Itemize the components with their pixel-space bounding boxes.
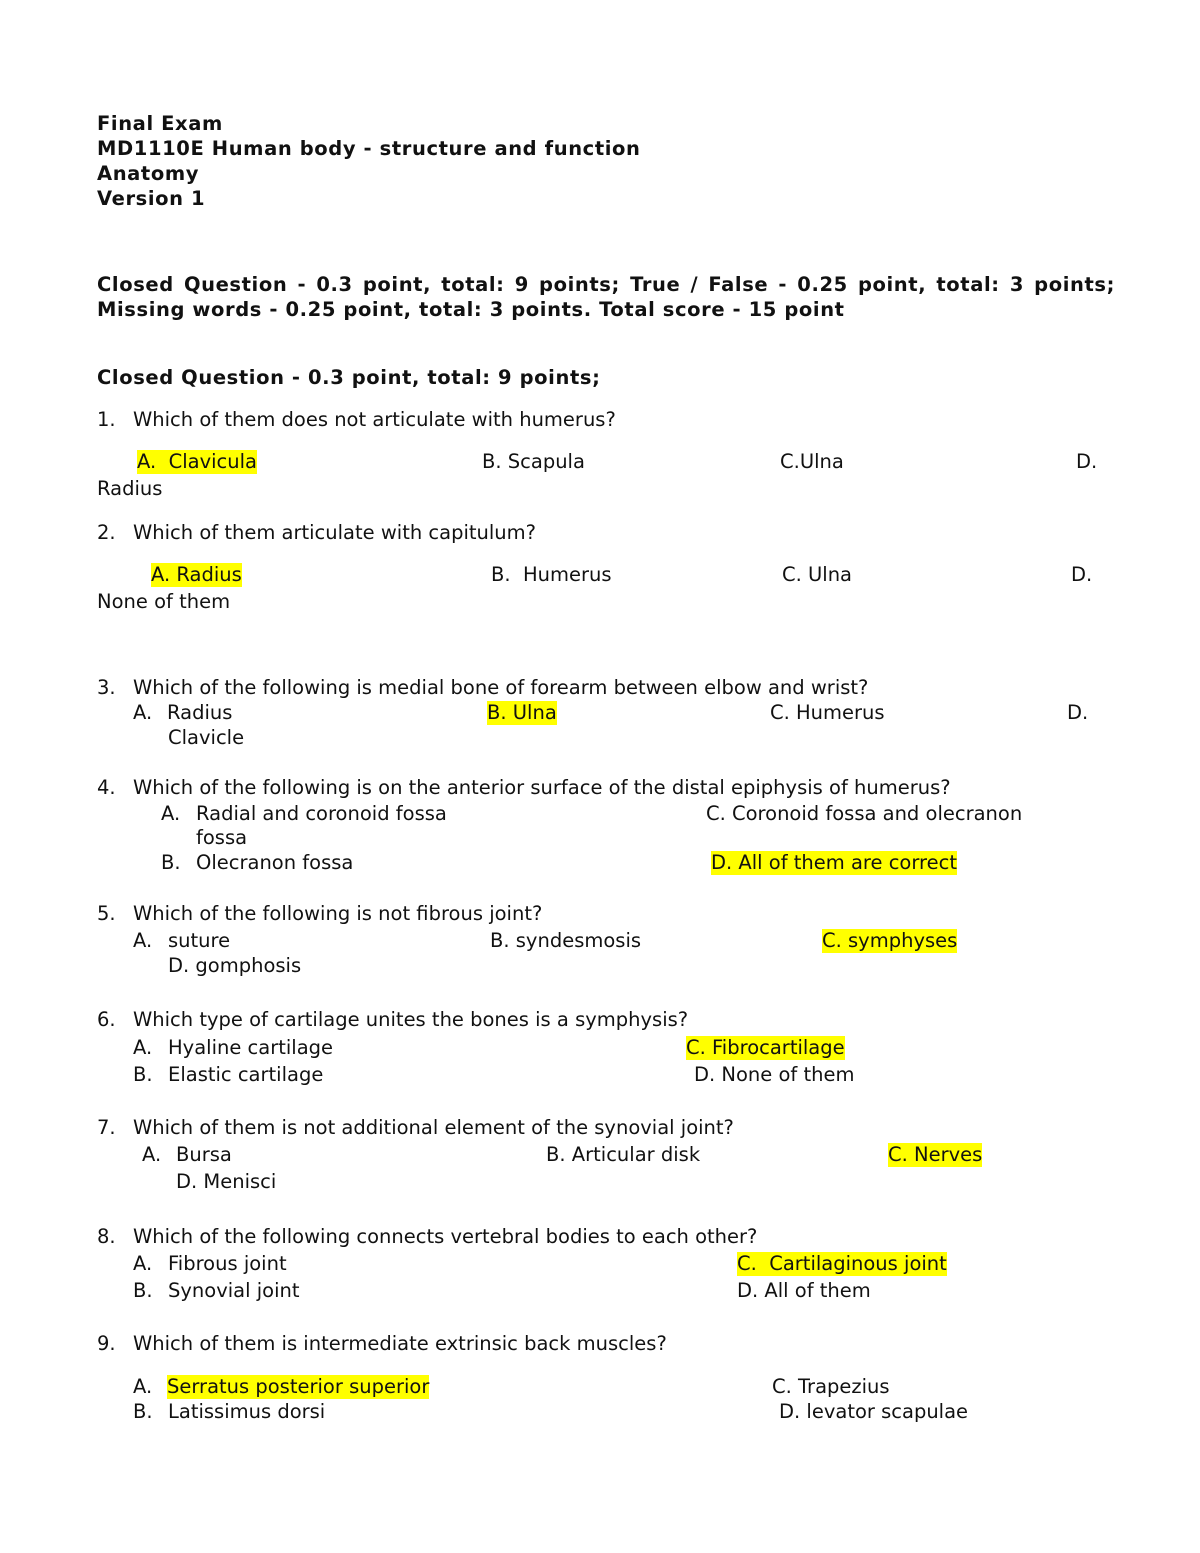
option-a: Bursa [176, 1143, 232, 1166]
question-text: Which of them is not additional element of the synovial joint? [133, 1116, 734, 1139]
option-c: C.Ulna [780, 450, 844, 473]
option-a: Radial and coronoid fossa [196, 802, 447, 825]
option-a-label: A. [133, 1252, 153, 1275]
option-c-continued: fossa [196, 826, 248, 849]
section-heading: Closed Question - 0.3 point, total: 9 points; [97, 366, 601, 389]
option-a-label: A. [133, 929, 153, 952]
question-number: 9. [97, 1332, 116, 1355]
option-b: B. Scapula [482, 450, 585, 473]
option-c-correct: C. Fibrocartilage [686, 1036, 845, 1059]
option-d: D. Menisci [176, 1170, 277, 1193]
scoring-info: Closed Question - 0.3 point, total: 9 points; True / False - 0.25 point, total: 3 points; Missing words - 0.25 point, total: 3 points. Total score - 15 point [97, 273, 1115, 321]
option-c: C. Trapezius [772, 1375, 890, 1398]
question-text: Which of the following connects vertebral bodies to each other? [133, 1225, 758, 1248]
question-text: Which of the following is not fibrous joint? [133, 902, 543, 925]
option-b: B. syndesmosis [490, 929, 642, 952]
question-text: Which of them articulate with capitulum? [133, 521, 537, 544]
question-text: Which of them does not articulate with humerus? [133, 408, 616, 431]
question-number: 7. [97, 1116, 116, 1139]
option-c-correct: C. Nerves [888, 1143, 983, 1166]
option-a: Fibrous joint [168, 1252, 287, 1275]
option-b-label: B. [161, 851, 181, 874]
question-number: 8. [97, 1225, 116, 1248]
question-text: Which of the following is medial bone of forearm between elbow and wrist? [133, 676, 869, 699]
option-b: B. Humerus [491, 563, 612, 586]
option-b: Latissimus dorsi [168, 1400, 326, 1423]
option-a-correct: A. Clavicula [137, 450, 257, 473]
option-d: D. None of them [694, 1063, 855, 1086]
option-d-label: D. [1067, 701, 1089, 724]
option-a-label: A. [133, 1375, 153, 1398]
question-number: 6. [97, 1008, 116, 1031]
option-d-text: Radius [97, 477, 163, 500]
question-number: 2. [97, 521, 116, 544]
course-title: MD1110E Human body - structure and function [97, 137, 641, 160]
question-number: 4. [97, 776, 116, 799]
option-d: D. gomphosis [168, 954, 302, 977]
option-a-label: A. [142, 1143, 162, 1166]
option-a-correct: Serratus posterior superior [167, 1375, 430, 1398]
option-b: Synovial joint [168, 1279, 300, 1302]
option-d-text: None of them [97, 590, 231, 613]
option-b-correct: B. Ulna [487, 701, 557, 724]
option-a: Radius [167, 701, 233, 724]
option-a-correct: A. Radius [151, 563, 242, 586]
option-d: D. levator scapulae [779, 1400, 969, 1423]
option-a-label: A. [133, 701, 153, 724]
option-d-text: Clavicle [168, 726, 245, 749]
option-b: B. Articular disk [546, 1143, 701, 1166]
option-c: C. Humerus [770, 701, 885, 724]
option-d-label: D. [1076, 450, 1098, 473]
option-b: Olecranon fossa [196, 851, 354, 874]
question-number: 5. [97, 902, 116, 925]
question-text: Which of the following is on the anterior surface of the distal epiphysis of humerus? [133, 776, 951, 799]
question-text: Which type of cartilage unites the bones is a symphysis? [133, 1008, 689, 1031]
option-a-label: A. [133, 1036, 153, 1059]
title-final-exam: Final Exam [97, 112, 223, 135]
option-b-label: B. [133, 1400, 153, 1423]
option-a: Hyaline cartilage [168, 1036, 334, 1059]
option-a-label: A. [161, 802, 181, 825]
option-a: suture [168, 929, 231, 952]
option-b: Elastic cartilage [168, 1063, 324, 1086]
option-c: C. Coronoid fossa and olecranon [706, 802, 1023, 825]
option-d-label: D. [1071, 563, 1093, 586]
question-text: Which of them is intermediate extrinsic back muscles? [133, 1332, 667, 1355]
option-c-correct: C. symphyses [822, 929, 958, 952]
question-number: 3. [97, 676, 116, 699]
option-b-label: B. [133, 1063, 153, 1086]
option-d: D. All of them [737, 1279, 871, 1302]
subject: Anatomy [97, 162, 200, 185]
option-c: C. Ulna [782, 563, 853, 586]
option-d-correct: D. All of them are correct [711, 851, 957, 874]
option-c-correct: C. Cartilaginous joint [737, 1252, 947, 1275]
version: Version 1 [97, 187, 206, 210]
question-number: 1. [97, 408, 116, 431]
option-b-label: B. [133, 1279, 153, 1302]
